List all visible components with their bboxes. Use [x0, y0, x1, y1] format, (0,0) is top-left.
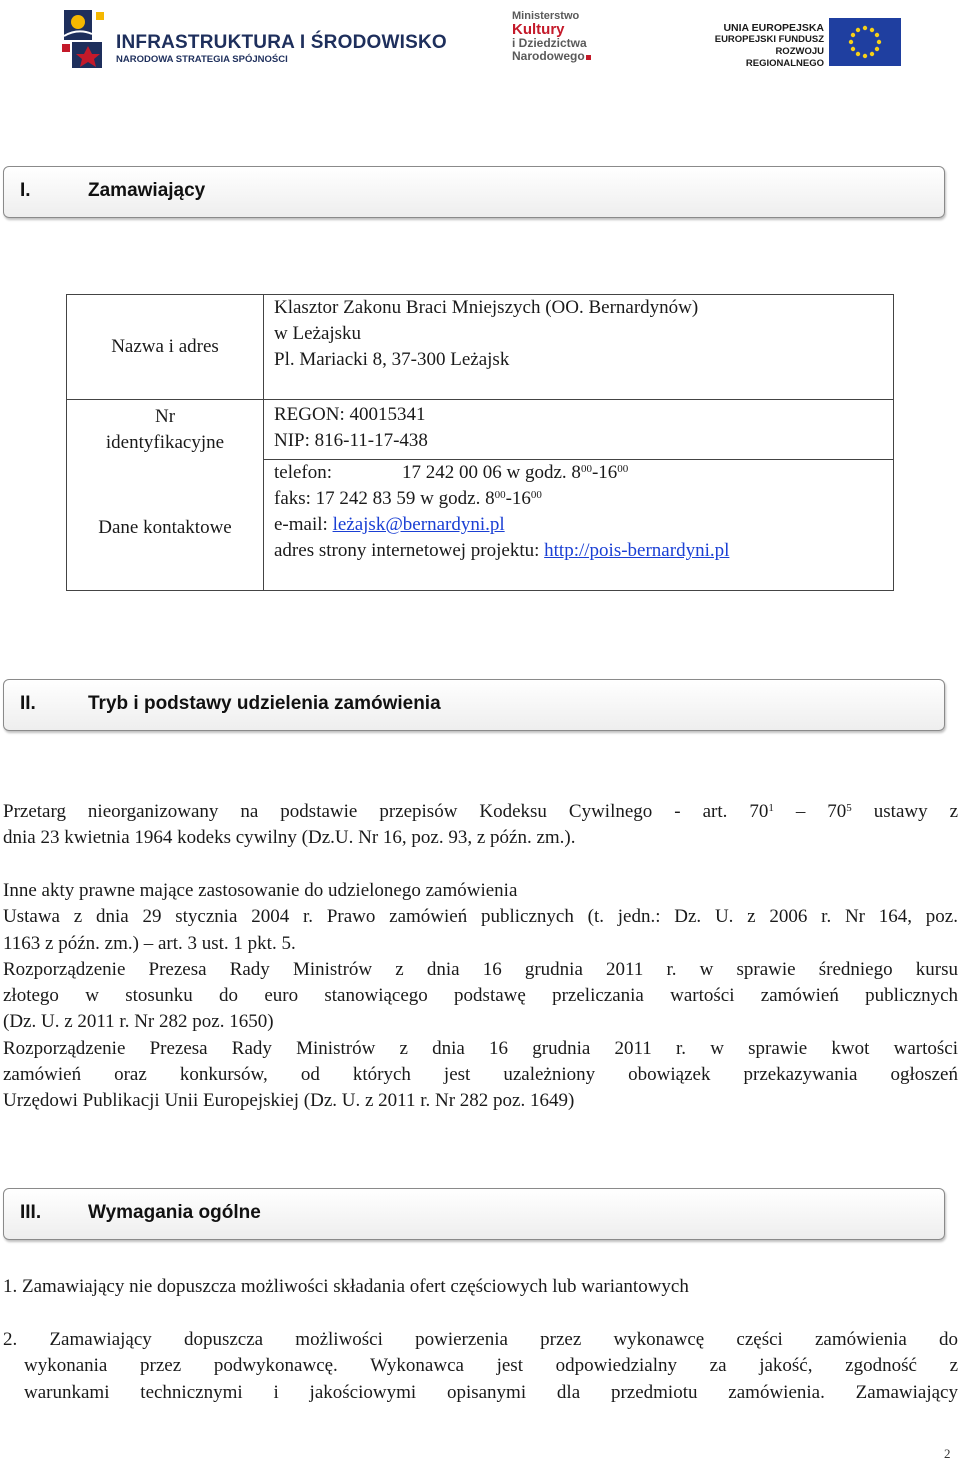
ministry-logo	[512, 10, 622, 68]
fax-line	[274, 486, 893, 512]
section-1-number: I.	[20, 180, 31, 201]
p2-line6: Rozporządzenie Prezesa Rady Ministrów z dnia 16 grudnia 2011 r. w sprawie średniego kursu	[3, 958, 958, 980]
section-2-header	[3, 679, 945, 731]
p2-line7: złotego w stosunku do euro stanowiącego podstawę przeliczania wartości zamówień publicznych	[3, 985, 958, 1007]
page-number: 2	[944, 1446, 951, 1461]
p2-line1	[3, 799, 958, 825]
table-row	[67, 295, 894, 400]
contracting-authority-table	[66, 294, 894, 591]
name-address-label: Nazwa i adres	[67, 295, 264, 400]
dash: -16	[505, 488, 531, 510]
ministry-line4-wrap	[512, 50, 622, 63]
section-3-number: III.	[20, 1202, 42, 1223]
p2-line3: Inne akty prawne mające zastosowanie do udzielonego zamówienia	[3, 880, 518, 901]
eu-text	[700, 22, 824, 70]
section-3-header	[3, 1188, 945, 1240]
p2-line4: Ustawa z dnia 29 stycznia 2004 r. Prawo zamówień publicznych (t. jedn.: Dz. U. z 2006 r. Nr 164, poz.	[3, 906, 958, 928]
table-row	[67, 460, 894, 591]
phone-line	[274, 460, 893, 486]
other-acts-paragraph	[3, 878, 958, 1115]
ifs-title: INFRASTRUKTURA I ŚRODOWISKO	[116, 32, 447, 53]
header-logos	[0, 0, 960, 80]
eu-line1: UNIA EUROPEJSKA	[723, 22, 824, 34]
ministry-line4: Narodowego	[512, 49, 585, 63]
ministry-line3: i Dziedzictwa	[512, 36, 587, 50]
section-3-title: Wymagania ogólne	[88, 1202, 261, 1223]
sup: 00	[530, 489, 542, 502]
regon: REGON: 40015341	[274, 403, 426, 425]
req-item1: 1. Zamawiający nie dopuszcza możliwości składania ofert częściowych lub wariantowych	[3, 1276, 689, 1297]
sup: 00	[494, 489, 506, 502]
email-label: e-mail:	[274, 514, 333, 536]
website-link[interactable]: http://pois-bernardyni.pl	[544, 540, 730, 562]
sup: 1	[768, 802, 774, 814]
name-line3: Pl. Mariacki 8, 37-300 Leżajsk	[274, 349, 510, 370]
id-number-value	[264, 399, 894, 459]
email-link[interactable]: leżajsk@bernardyni.pl	[332, 514, 505, 536]
p2-line5: 1163 z późn. zm.) – art. 3 ust. 1 pkt. 5.	[3, 932, 296, 954]
table-row	[67, 399, 894, 459]
id-number-label	[67, 399, 264, 459]
nip: NIP: 816-11-17-438	[274, 429, 428, 451]
ministry-line1: Ministerstwo	[512, 10, 580, 22]
p2-line8: (Dz. U. z 2011 r. Nr 282 poz. 1650)	[3, 1011, 274, 1033]
section-1-header	[3, 166, 945, 218]
contact-value	[264, 460, 894, 591]
dash: -16	[591, 462, 618, 484]
phone-label: telefon:	[274, 462, 333, 484]
name-line2: w Leżajsku	[274, 323, 362, 344]
p2-line9: Rozporządzenie Prezesa Rady Ministrów z dnia 16 grudnia 2011 r. w sprawie kwot wartości	[3, 1037, 958, 1059]
req-item2-line2: wykonania przez podwykonawcę. Wykonawca jest odpowiedzialny za jakość, zgodność z	[24, 1355, 958, 1377]
sup: 00	[617, 463, 629, 476]
id-label-line1: Nr	[154, 405, 176, 427]
phone-number: 17 242 00 06 w godz. 8	[402, 462, 581, 484]
website-line	[274, 538, 893, 564]
sup: 00	[580, 463, 592, 476]
p2-l1b: – 70	[773, 801, 847, 822]
legal-basis-paragraph	[3, 799, 958, 852]
eu-flag-icon	[829, 18, 901, 66]
id-label-line2: identyfikacyjne	[105, 431, 225, 453]
requirements-item-2	[3, 1327, 958, 1406]
requirements-item-1	[3, 1274, 958, 1300]
req-item2-line1: 2. Zamawiający dopuszcza możliwości powierzenia przez wykonawcę części zamówienia do	[3, 1329, 958, 1350]
req-item2-line3: warunkami technicznymi i jakościowymi opisanymi dla przedmiotu zamówienia. Zamawiający	[24, 1381, 958, 1403]
p2-line2: dnia 23 kwietnia 1964 kodeks cywilny (Dz.U. Nr 16, poz. 93, z późn. zm.).	[3, 827, 576, 849]
contact-label: Dane kontaktowe	[67, 460, 264, 591]
p2-line11: Urzędowi Publikacji Unii Europejskiej (Dz. U. z 2011 r. Nr 282 poz. 1649)	[3, 1090, 575, 1112]
email-line	[274, 512, 893, 538]
name-address-value	[264, 295, 894, 400]
p2-l1a: Przetarg nieorganizowany na podstawie przepisów Kodeksu Cywilnego - art. 70	[3, 801, 769, 822]
ministry-dot-icon	[586, 55, 591, 60]
section-2-number: II.	[20, 693, 36, 714]
p2-l1c: ustawy z	[851, 801, 959, 822]
eu-line2: EUROPEJSKI FUNDUSZ	[714, 34, 824, 45]
p2-line10: zamówień oraz konkursów, od których jest uzależniony obowiązek przekazywania ogłoszeń	[3, 1064, 958, 1086]
name-line1: Klasztor Zakonu Braci Mniejszych (OO. Bernardynów)	[274, 297, 699, 318]
ministry-line2: Kultury	[512, 21, 565, 38]
eu-line3: ROZWOJU REGIONALNEGO	[745, 46, 824, 69]
fax-text: faks: 17 242 83 59 w godz. 8	[274, 488, 495, 510]
section-1-title: Zamawiający	[88, 180, 206, 201]
ifs-subtitle: NARODOWA STRATEGIA SPÓJNOŚCI	[116, 54, 288, 65]
section-2-title: Tryb i podstawy udzielenia zamówienia	[88, 693, 441, 714]
eu-logo	[700, 18, 902, 69]
infrastruktura-emblem-icon	[58, 6, 108, 70]
website-label: adres strony internetowej projektu:	[274, 540, 545, 562]
sup: 5	[846, 802, 852, 814]
infrastruktura-logo	[58, 6, 447, 70]
